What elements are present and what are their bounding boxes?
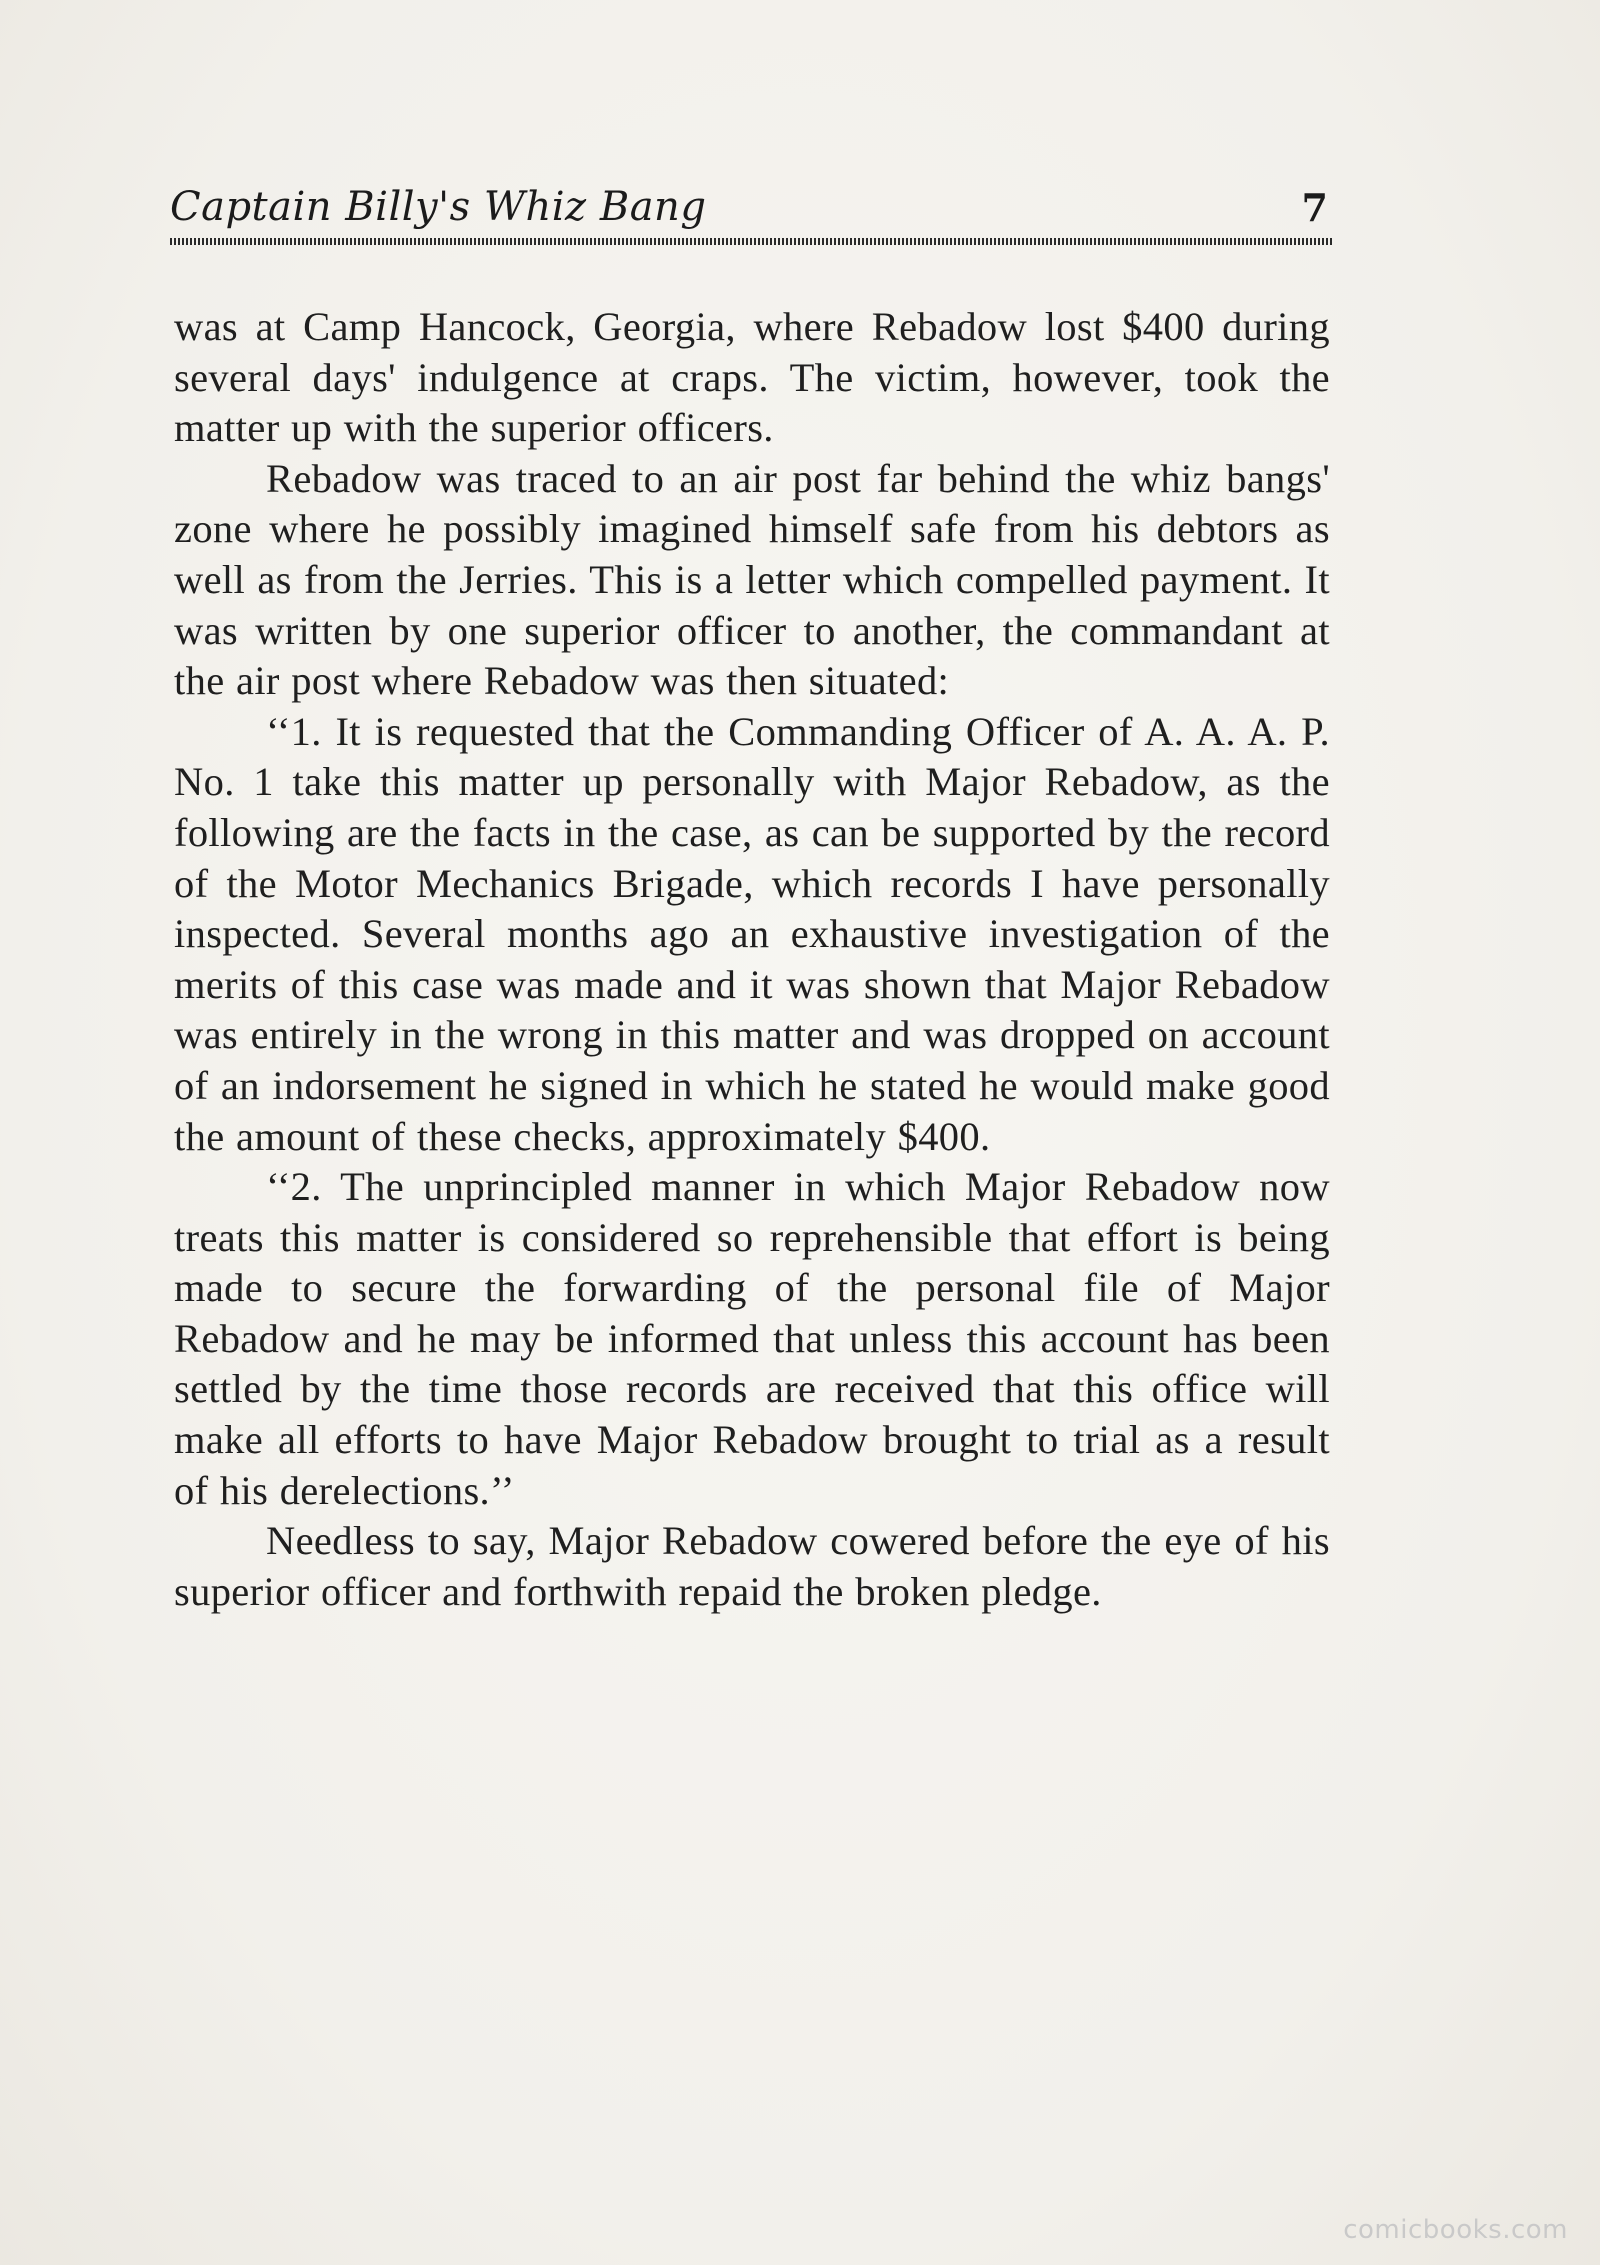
site-watermark: comicbooks.com [1343,2215,1568,2245]
header-rule [170,238,1332,245]
paragraph-2: Rebadow was traced to an air post far behind the whiz bangs' zone where he possibly imagined himself safe from his debtors as well as from the Jerries. This is a letter which compelled payment. It was written by one superior officer to another, the commandant at the air post where Rebadow was then situated: [174,455,1330,704]
paragraph-1: was at Camp Hancock, Georgia, where Rebadow lost $400 during several days' indulgence at craps. The victim, however, took the matter up with the superior officers. [174,304,1330,451]
paragraph-3: ‘‘1. It is requested that the Commanding Officer of A. A. A. P. No. 1 take this matter up personally with Major Rebadow, as the following are the facts in the case, as can be supported by the record of the Motor Mechanics Brigade, which records I have personally inspected. Several months ago an exhaustive investigation of the merits of this case was made and it was shown that Major Rebadow was entirely in the wrong in this matter and was dropped on account of an indorsement he signed in which he stated he would make good the amount of these checks, approximately $400. [174,708,1330,1159]
paragraph-4: ‘‘2. The unprincipled manner in which Major Rebadow now treats this matter is considered so reprehensible that effort is being made to secure the forwarding of the personal file of Major Rebadow and he may be informed that unless this account has been settled by the time those records are received that this office will make all efforts to have Major Rebadow brought to trial as a result of his derelections.’’ [174,1164,1330,1513]
paragraph-5: Needless to say, Major Rebadow cowered before the eye of his superior officer and forthwith repaid the broken pledge. [174,1518,1330,1614]
running-title: Captain Billy's Whiz Bang [170,184,707,230]
page-header [170,180,1332,238]
page-number: 7 [1301,185,1328,230]
article-body [174,302,1330,1617]
